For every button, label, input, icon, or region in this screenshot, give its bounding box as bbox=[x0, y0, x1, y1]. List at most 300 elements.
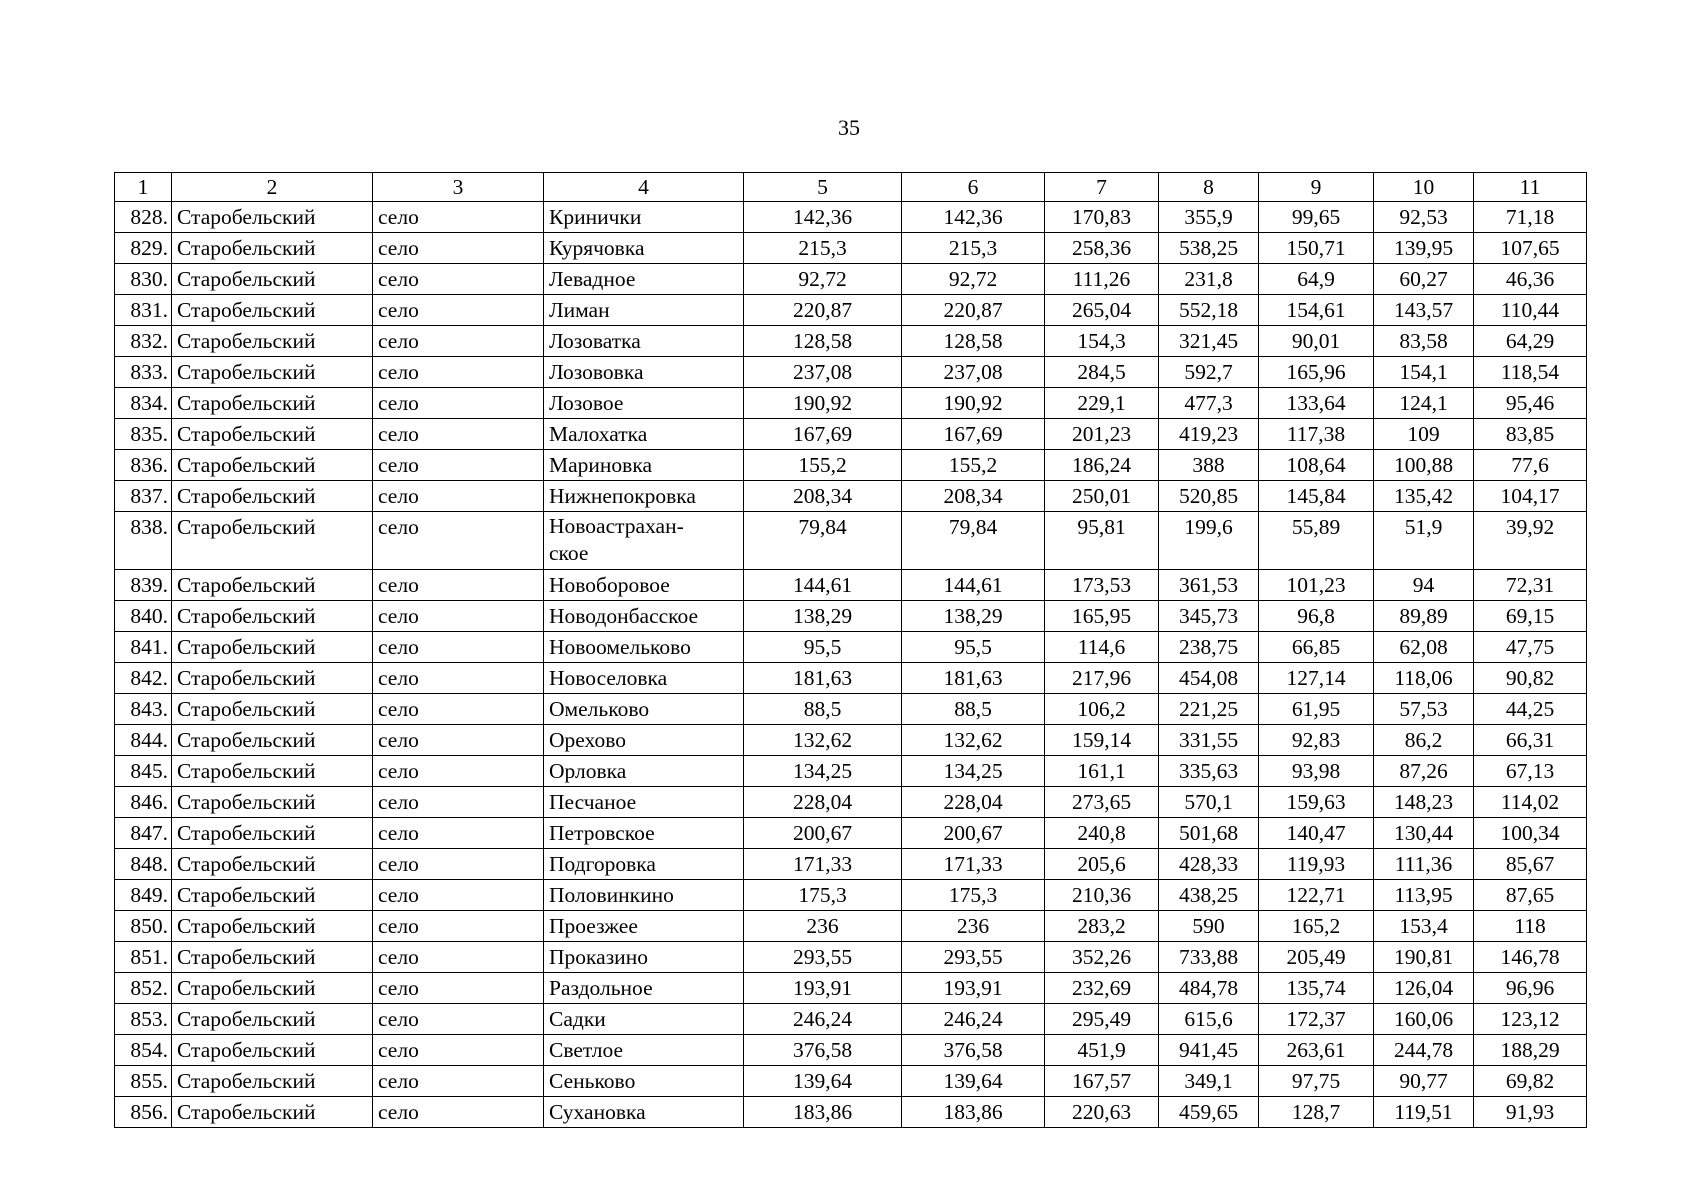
cell-value-10: 190,81 bbox=[1374, 942, 1474, 973]
cell-row-number: 829. bbox=[115, 233, 172, 264]
cell-settlement-name: Половинкино bbox=[544, 880, 744, 911]
cell-value-11: 107,65 bbox=[1474, 233, 1587, 264]
cell-value-6: 237,08 bbox=[902, 357, 1045, 388]
cell-settlement-name: Проезжее bbox=[544, 911, 744, 942]
cell-value-9: 205,49 bbox=[1259, 942, 1374, 973]
cell-district: Старобельский bbox=[172, 264, 373, 295]
cell-value-5: 92,72 bbox=[744, 264, 902, 295]
cell-value-8: 419,23 bbox=[1159, 419, 1259, 450]
table-row bbox=[115, 911, 1587, 942]
cell-value-6: 183,86 bbox=[902, 1097, 1045, 1128]
cell-value-10: 126,04 bbox=[1374, 973, 1474, 1004]
cell-value-8: 238,75 bbox=[1159, 632, 1259, 663]
table-row bbox=[115, 388, 1587, 419]
cell-district: Старобельский bbox=[172, 694, 373, 725]
table-row bbox=[115, 787, 1587, 818]
cell-value-6: 144,61 bbox=[902, 570, 1045, 601]
cell-value-10: 135,42 bbox=[1374, 481, 1474, 512]
cell-settlement-name: Малохатка bbox=[544, 419, 744, 450]
cell-value-11: 67,13 bbox=[1474, 756, 1587, 787]
cell-value-10: 62,08 bbox=[1374, 632, 1474, 663]
cell-value-9: 159,63 bbox=[1259, 787, 1374, 818]
cell-value-8: 733,88 bbox=[1159, 942, 1259, 973]
cell-district: Старобельский bbox=[172, 450, 373, 481]
cell-value-7: 210,36 bbox=[1045, 880, 1159, 911]
cell-settlement-type: село bbox=[373, 756, 544, 787]
cell-settlement-name: Раздольное bbox=[544, 973, 744, 1004]
cell-row-number: 838. bbox=[115, 512, 172, 570]
cell-value-11: 123,12 bbox=[1474, 1004, 1587, 1035]
table-row bbox=[115, 512, 1587, 570]
column-header-8: 8 bbox=[1159, 173, 1259, 202]
cell-settlement-type: село bbox=[373, 481, 544, 512]
cell-settlement-type: село bbox=[373, 512, 544, 570]
cell-value-9: 93,98 bbox=[1259, 756, 1374, 787]
table-row bbox=[115, 450, 1587, 481]
cell-row-number: 847. bbox=[115, 818, 172, 849]
cell-row-number: 841. bbox=[115, 632, 172, 663]
cell-value-8: 355,9 bbox=[1159, 202, 1259, 233]
cell-value-9: 150,71 bbox=[1259, 233, 1374, 264]
table-row bbox=[115, 694, 1587, 725]
cell-value-7: 283,2 bbox=[1045, 911, 1159, 942]
cell-value-11: 71,18 bbox=[1474, 202, 1587, 233]
cell-value-9: 90,01 bbox=[1259, 326, 1374, 357]
table-row bbox=[115, 1004, 1587, 1035]
cell-value-6: 155,2 bbox=[902, 450, 1045, 481]
cell-value-7: 161,1 bbox=[1045, 756, 1159, 787]
cell-value-7: 165,95 bbox=[1045, 601, 1159, 632]
cell-value-10: 83,58 bbox=[1374, 326, 1474, 357]
cell-row-number: 849. bbox=[115, 880, 172, 911]
table-row bbox=[115, 357, 1587, 388]
cell-settlement-name: Новоастрахан- ское bbox=[544, 512, 744, 570]
cell-district: Старобельский bbox=[172, 1035, 373, 1066]
cell-value-8: 199,6 bbox=[1159, 512, 1259, 570]
cell-value-10: 100,88 bbox=[1374, 450, 1474, 481]
table-row bbox=[115, 756, 1587, 787]
cell-row-number: 848. bbox=[115, 849, 172, 880]
cell-settlement-type: село bbox=[373, 1004, 544, 1035]
cell-value-9: 165,96 bbox=[1259, 357, 1374, 388]
cell-settlement-type: село bbox=[373, 357, 544, 388]
cell-value-11: 95,46 bbox=[1474, 388, 1587, 419]
cell-value-7: 220,63 bbox=[1045, 1097, 1159, 1128]
cell-value-7: 173,53 bbox=[1045, 570, 1159, 601]
cell-value-10: 154,1 bbox=[1374, 357, 1474, 388]
cell-value-8: 941,45 bbox=[1159, 1035, 1259, 1066]
table-row bbox=[115, 481, 1587, 512]
table-row bbox=[115, 264, 1587, 295]
table-row bbox=[115, 295, 1587, 326]
cell-value-7: 186,24 bbox=[1045, 450, 1159, 481]
cell-settlement-type: село bbox=[373, 818, 544, 849]
cell-row-number: 840. bbox=[115, 601, 172, 632]
cell-settlement-type: село bbox=[373, 725, 544, 756]
cell-district: Старобельский bbox=[172, 849, 373, 880]
cell-district: Старобельский bbox=[172, 326, 373, 357]
cell-district: Старобельский bbox=[172, 202, 373, 233]
cell-value-10: 87,26 bbox=[1374, 756, 1474, 787]
cell-value-7: 201,23 bbox=[1045, 419, 1159, 450]
cell-value-9: 96,8 bbox=[1259, 601, 1374, 632]
cell-value-6: 181,63 bbox=[902, 663, 1045, 694]
cell-value-7: 167,57 bbox=[1045, 1066, 1159, 1097]
cell-district: Старобельский bbox=[172, 787, 373, 818]
cell-value-5: 376,58 bbox=[744, 1035, 902, 1066]
cell-value-11: 72,31 bbox=[1474, 570, 1587, 601]
cell-settlement-name: Новоомельково bbox=[544, 632, 744, 663]
cell-district: Старобельский bbox=[172, 388, 373, 419]
cell-district: Старобельский bbox=[172, 512, 373, 570]
cell-value-6: 200,67 bbox=[902, 818, 1045, 849]
cell-value-10: 57,53 bbox=[1374, 694, 1474, 725]
cell-value-9: 108,64 bbox=[1259, 450, 1374, 481]
cell-row-number: 842. bbox=[115, 663, 172, 694]
cell-settlement-name: Светлое bbox=[544, 1035, 744, 1066]
cell-district: Старобельский bbox=[172, 911, 373, 942]
table-row bbox=[115, 202, 1587, 233]
cell-value-11: 104,17 bbox=[1474, 481, 1587, 512]
cell-value-10: 111,36 bbox=[1374, 849, 1474, 880]
cell-value-5: 181,63 bbox=[744, 663, 902, 694]
column-header-4: 4 bbox=[544, 173, 744, 202]
cell-value-5: 215,3 bbox=[744, 233, 902, 264]
cell-value-10: 86,2 bbox=[1374, 725, 1474, 756]
cell-value-10: 94 bbox=[1374, 570, 1474, 601]
cell-settlement-name: Лиман bbox=[544, 295, 744, 326]
cell-settlement-name: Орловка bbox=[544, 756, 744, 787]
cell-value-7: 217,96 bbox=[1045, 663, 1159, 694]
cell-value-9: 122,71 bbox=[1259, 880, 1374, 911]
cell-value-11: 69,82 bbox=[1474, 1066, 1587, 1097]
cell-value-7: 114,6 bbox=[1045, 632, 1159, 663]
cell-row-number: 855. bbox=[115, 1066, 172, 1097]
cell-settlement-name: Омельково bbox=[544, 694, 744, 725]
column-header-3: 3 bbox=[373, 173, 544, 202]
cell-value-11: 188,29 bbox=[1474, 1035, 1587, 1066]
cell-value-5: 171,33 bbox=[744, 849, 902, 880]
cell-value-7: 273,65 bbox=[1045, 787, 1159, 818]
cell-settlement-name: Мариновка bbox=[544, 450, 744, 481]
cell-value-5: 200,67 bbox=[744, 818, 902, 849]
cell-value-7: 250,01 bbox=[1045, 481, 1159, 512]
cell-value-7: 265,04 bbox=[1045, 295, 1159, 326]
cell-value-6: 236 bbox=[902, 911, 1045, 942]
cell-value-10: 118,06 bbox=[1374, 663, 1474, 694]
cell-value-7: 229,1 bbox=[1045, 388, 1159, 419]
page-number: 35 bbox=[838, 115, 860, 140]
table-row bbox=[115, 1097, 1587, 1128]
cell-value-5: 128,58 bbox=[744, 326, 902, 357]
cell-district: Старобельский bbox=[172, 1097, 373, 1128]
cell-value-7: 159,14 bbox=[1045, 725, 1159, 756]
cell-settlement-type: село bbox=[373, 601, 544, 632]
cell-value-8: 484,78 bbox=[1159, 973, 1259, 1004]
cell-row-number: 831. bbox=[115, 295, 172, 326]
cell-settlement-type: село bbox=[373, 450, 544, 481]
cell-district: Старобельский bbox=[172, 973, 373, 1004]
cell-value-11: 47,75 bbox=[1474, 632, 1587, 663]
cell-district: Старобельский bbox=[172, 233, 373, 264]
cell-district: Старобельский bbox=[172, 570, 373, 601]
cell-value-5: 79,84 bbox=[744, 512, 902, 570]
cell-settlement-type: село bbox=[373, 1066, 544, 1097]
cell-value-10: 143,57 bbox=[1374, 295, 1474, 326]
cell-value-7: 170,83 bbox=[1045, 202, 1159, 233]
cell-value-6: 246,24 bbox=[902, 1004, 1045, 1035]
cell-value-8: 552,18 bbox=[1159, 295, 1259, 326]
cell-value-8: 477,3 bbox=[1159, 388, 1259, 419]
cell-value-6: 92,72 bbox=[902, 264, 1045, 295]
cell-value-9: 99,65 bbox=[1259, 202, 1374, 233]
cell-value-9: 66,85 bbox=[1259, 632, 1374, 663]
cell-value-5: 237,08 bbox=[744, 357, 902, 388]
cell-value-8: 454,08 bbox=[1159, 663, 1259, 694]
cell-value-5: 88,5 bbox=[744, 694, 902, 725]
cell-district: Старобельский bbox=[172, 663, 373, 694]
cell-value-5: 175,3 bbox=[744, 880, 902, 911]
cell-value-6: 139,64 bbox=[902, 1066, 1045, 1097]
cell-row-number: 854. bbox=[115, 1035, 172, 1066]
cell-value-10: 130,44 bbox=[1374, 818, 1474, 849]
cell-settlement-type: село bbox=[373, 570, 544, 601]
cell-value-9: 92,83 bbox=[1259, 725, 1374, 756]
cell-settlement-name: Проказино bbox=[544, 942, 744, 973]
cell-value-11: 83,85 bbox=[1474, 419, 1587, 450]
cell-value-6: 208,34 bbox=[902, 481, 1045, 512]
cell-value-6: 88,5 bbox=[902, 694, 1045, 725]
cell-value-8: 428,33 bbox=[1159, 849, 1259, 880]
table-row bbox=[115, 601, 1587, 632]
cell-settlement-type: село bbox=[373, 1097, 544, 1128]
cell-value-11: 64,29 bbox=[1474, 326, 1587, 357]
cell-value-8: 592,7 bbox=[1159, 357, 1259, 388]
cell-value-11: 77,6 bbox=[1474, 450, 1587, 481]
cell-settlement-name: Подгоровка bbox=[544, 849, 744, 880]
cell-row-number: 853. bbox=[115, 1004, 172, 1035]
cell-value-9: 101,23 bbox=[1259, 570, 1374, 601]
cell-value-7: 295,49 bbox=[1045, 1004, 1159, 1035]
cell-value-8: 538,25 bbox=[1159, 233, 1259, 264]
cell-value-9: 165,2 bbox=[1259, 911, 1374, 942]
cell-row-number: 833. bbox=[115, 357, 172, 388]
cell-settlement-name: Курячовка bbox=[544, 233, 744, 264]
cell-district: Старобельский bbox=[172, 756, 373, 787]
cell-value-10: 109 bbox=[1374, 419, 1474, 450]
cell-settlement-name: Нижнепокровка bbox=[544, 481, 744, 512]
column-header-10: 10 bbox=[1374, 173, 1474, 202]
cell-value-6: 79,84 bbox=[902, 512, 1045, 570]
column-header-6: 6 bbox=[902, 173, 1045, 202]
cell-value-8: 221,25 bbox=[1159, 694, 1259, 725]
cell-settlement-name: Кринички bbox=[544, 202, 744, 233]
cell-settlement-name: Садки bbox=[544, 1004, 744, 1035]
cell-value-8: 321,45 bbox=[1159, 326, 1259, 357]
data-table bbox=[114, 172, 1587, 1128]
cell-value-10: 244,78 bbox=[1374, 1035, 1474, 1066]
cell-value-8: 331,55 bbox=[1159, 725, 1259, 756]
cell-value-6: 95,5 bbox=[902, 632, 1045, 663]
cell-row-number: 851. bbox=[115, 942, 172, 973]
cell-value-8: 501,68 bbox=[1159, 818, 1259, 849]
cell-value-11: 96,96 bbox=[1474, 973, 1587, 1004]
cell-value-6: 293,55 bbox=[902, 942, 1045, 973]
cell-value-11: 90,82 bbox=[1474, 663, 1587, 694]
cell-value-11: 118 bbox=[1474, 911, 1587, 942]
cell-value-6: 228,04 bbox=[902, 787, 1045, 818]
cell-row-number: 845. bbox=[115, 756, 172, 787]
table-row bbox=[115, 725, 1587, 756]
cell-district: Старобельский bbox=[172, 880, 373, 911]
cell-value-10: 124,1 bbox=[1374, 388, 1474, 419]
cell-value-10: 160,06 bbox=[1374, 1004, 1474, 1035]
cell-value-6: 190,92 bbox=[902, 388, 1045, 419]
cell-settlement-name: Новодонбасское bbox=[544, 601, 744, 632]
cell-district: Старобельский bbox=[172, 725, 373, 756]
cell-value-9: 145,84 bbox=[1259, 481, 1374, 512]
cell-value-8: 459,65 bbox=[1159, 1097, 1259, 1128]
cell-settlement-type: село bbox=[373, 942, 544, 973]
cell-value-11: 46,36 bbox=[1474, 264, 1587, 295]
cell-value-8: 615,6 bbox=[1159, 1004, 1259, 1035]
cell-settlement-type: село bbox=[373, 295, 544, 326]
cell-value-8: 520,85 bbox=[1159, 481, 1259, 512]
cell-value-11: 100,34 bbox=[1474, 818, 1587, 849]
cell-row-number: 837. bbox=[115, 481, 172, 512]
cell-settlement-type: село bbox=[373, 632, 544, 663]
cell-row-number: 832. bbox=[115, 326, 172, 357]
cell-settlement-name: Орехово bbox=[544, 725, 744, 756]
cell-settlement-name: Новоселовка bbox=[544, 663, 744, 694]
cell-value-7: 95,81 bbox=[1045, 512, 1159, 570]
cell-value-5: 193,91 bbox=[744, 973, 902, 1004]
cell-settlement-type: село bbox=[373, 1035, 544, 1066]
cell-value-5: 139,64 bbox=[744, 1066, 902, 1097]
cell-settlement-name: Петровское bbox=[544, 818, 744, 849]
cell-value-8: 335,63 bbox=[1159, 756, 1259, 787]
cell-row-number: 844. bbox=[115, 725, 172, 756]
cell-settlement-name: Сеньково bbox=[544, 1066, 744, 1097]
cell-settlement-name: Песчаное bbox=[544, 787, 744, 818]
cell-value-11: 66,31 bbox=[1474, 725, 1587, 756]
cell-row-number: 846. bbox=[115, 787, 172, 818]
cell-value-10: 51,9 bbox=[1374, 512, 1474, 570]
cell-value-9: 61,95 bbox=[1259, 694, 1374, 725]
cell-settlement-type: село bbox=[373, 663, 544, 694]
cell-value-6: 167,69 bbox=[902, 419, 1045, 450]
table-row bbox=[115, 663, 1587, 694]
cell-value-6: 128,58 bbox=[902, 326, 1045, 357]
cell-value-5: 155,2 bbox=[744, 450, 902, 481]
cell-value-8: 361,53 bbox=[1159, 570, 1259, 601]
cell-value-5: 132,62 bbox=[744, 725, 902, 756]
table-row bbox=[115, 233, 1587, 264]
cell-value-7: 258,36 bbox=[1045, 233, 1159, 264]
cell-value-7: 352,26 bbox=[1045, 942, 1159, 973]
cell-value-11: 39,92 bbox=[1474, 512, 1587, 570]
cell-value-11: 87,65 bbox=[1474, 880, 1587, 911]
cell-settlement-name: Новоборовое bbox=[544, 570, 744, 601]
cell-district: Старобельский bbox=[172, 632, 373, 663]
table-row bbox=[115, 326, 1587, 357]
cell-value-5: 220,87 bbox=[744, 295, 902, 326]
cell-value-6: 220,87 bbox=[902, 295, 1045, 326]
cell-row-number: 830. bbox=[115, 264, 172, 295]
cell-value-8: 349,1 bbox=[1159, 1066, 1259, 1097]
cell-value-7: 451,9 bbox=[1045, 1035, 1159, 1066]
cell-value-5: 142,36 bbox=[744, 202, 902, 233]
cell-value-11: 44,25 bbox=[1474, 694, 1587, 725]
cell-value-11: 91,93 bbox=[1474, 1097, 1587, 1128]
cell-value-9: 135,74 bbox=[1259, 973, 1374, 1004]
cell-value-9: 97,75 bbox=[1259, 1066, 1374, 1097]
cell-value-10: 92,53 bbox=[1374, 202, 1474, 233]
cell-value-5: 228,04 bbox=[744, 787, 902, 818]
cell-value-5: 236 bbox=[744, 911, 902, 942]
column-header-11: 11 bbox=[1474, 173, 1587, 202]
cell-settlement-type: село bbox=[373, 326, 544, 357]
table-body bbox=[115, 202, 1587, 1128]
cell-value-5: 293,55 bbox=[744, 942, 902, 973]
cell-value-6: 215,3 bbox=[902, 233, 1045, 264]
column-header-9: 9 bbox=[1259, 173, 1374, 202]
cell-value-7: 205,6 bbox=[1045, 849, 1159, 880]
cell-row-number: 835. bbox=[115, 419, 172, 450]
cell-district: Старобельский bbox=[172, 1066, 373, 1097]
column-header-1: 1 bbox=[115, 173, 172, 202]
cell-settlement-name: Сухановка bbox=[544, 1097, 744, 1128]
table-row bbox=[115, 632, 1587, 663]
cell-value-9: 119,93 bbox=[1259, 849, 1374, 880]
cell-value-9: 140,47 bbox=[1259, 818, 1374, 849]
cell-value-9: 55,89 bbox=[1259, 512, 1374, 570]
cell-value-10: 148,23 bbox=[1374, 787, 1474, 818]
column-header-5: 5 bbox=[744, 173, 902, 202]
cell-value-9: 127,14 bbox=[1259, 663, 1374, 694]
table-row bbox=[115, 973, 1587, 1004]
cell-district: Старобельский bbox=[172, 419, 373, 450]
cell-settlement-name: Левадное bbox=[544, 264, 744, 295]
cell-settlement-type: село bbox=[373, 694, 544, 725]
cell-settlement-type: село bbox=[373, 911, 544, 942]
cell-value-11: 110,44 bbox=[1474, 295, 1587, 326]
cell-value-5: 134,25 bbox=[744, 756, 902, 787]
table-row bbox=[115, 1035, 1587, 1066]
cell-value-10: 153,4 bbox=[1374, 911, 1474, 942]
cell-value-7: 106,2 bbox=[1045, 694, 1159, 725]
table-row bbox=[115, 1066, 1587, 1097]
cell-value-11: 85,67 bbox=[1474, 849, 1587, 880]
table-row bbox=[115, 880, 1587, 911]
cell-value-5: 246,24 bbox=[744, 1004, 902, 1035]
cell-row-number: 834. bbox=[115, 388, 172, 419]
cell-value-10: 139,95 bbox=[1374, 233, 1474, 264]
cell-value-11: 118,54 bbox=[1474, 357, 1587, 388]
cell-value-11: 114,02 bbox=[1474, 787, 1587, 818]
cell-value-7: 284,5 bbox=[1045, 357, 1159, 388]
cell-value-6: 175,3 bbox=[902, 880, 1045, 911]
cell-row-number: 850. bbox=[115, 911, 172, 942]
cell-value-5: 208,34 bbox=[744, 481, 902, 512]
cell-row-number: 843. bbox=[115, 694, 172, 725]
cell-value-6: 134,25 bbox=[902, 756, 1045, 787]
cell-value-9: 154,61 bbox=[1259, 295, 1374, 326]
cell-district: Старобельский bbox=[172, 295, 373, 326]
table-row bbox=[115, 570, 1587, 601]
cell-value-5: 138,29 bbox=[744, 601, 902, 632]
cell-district: Старобельский bbox=[172, 357, 373, 388]
